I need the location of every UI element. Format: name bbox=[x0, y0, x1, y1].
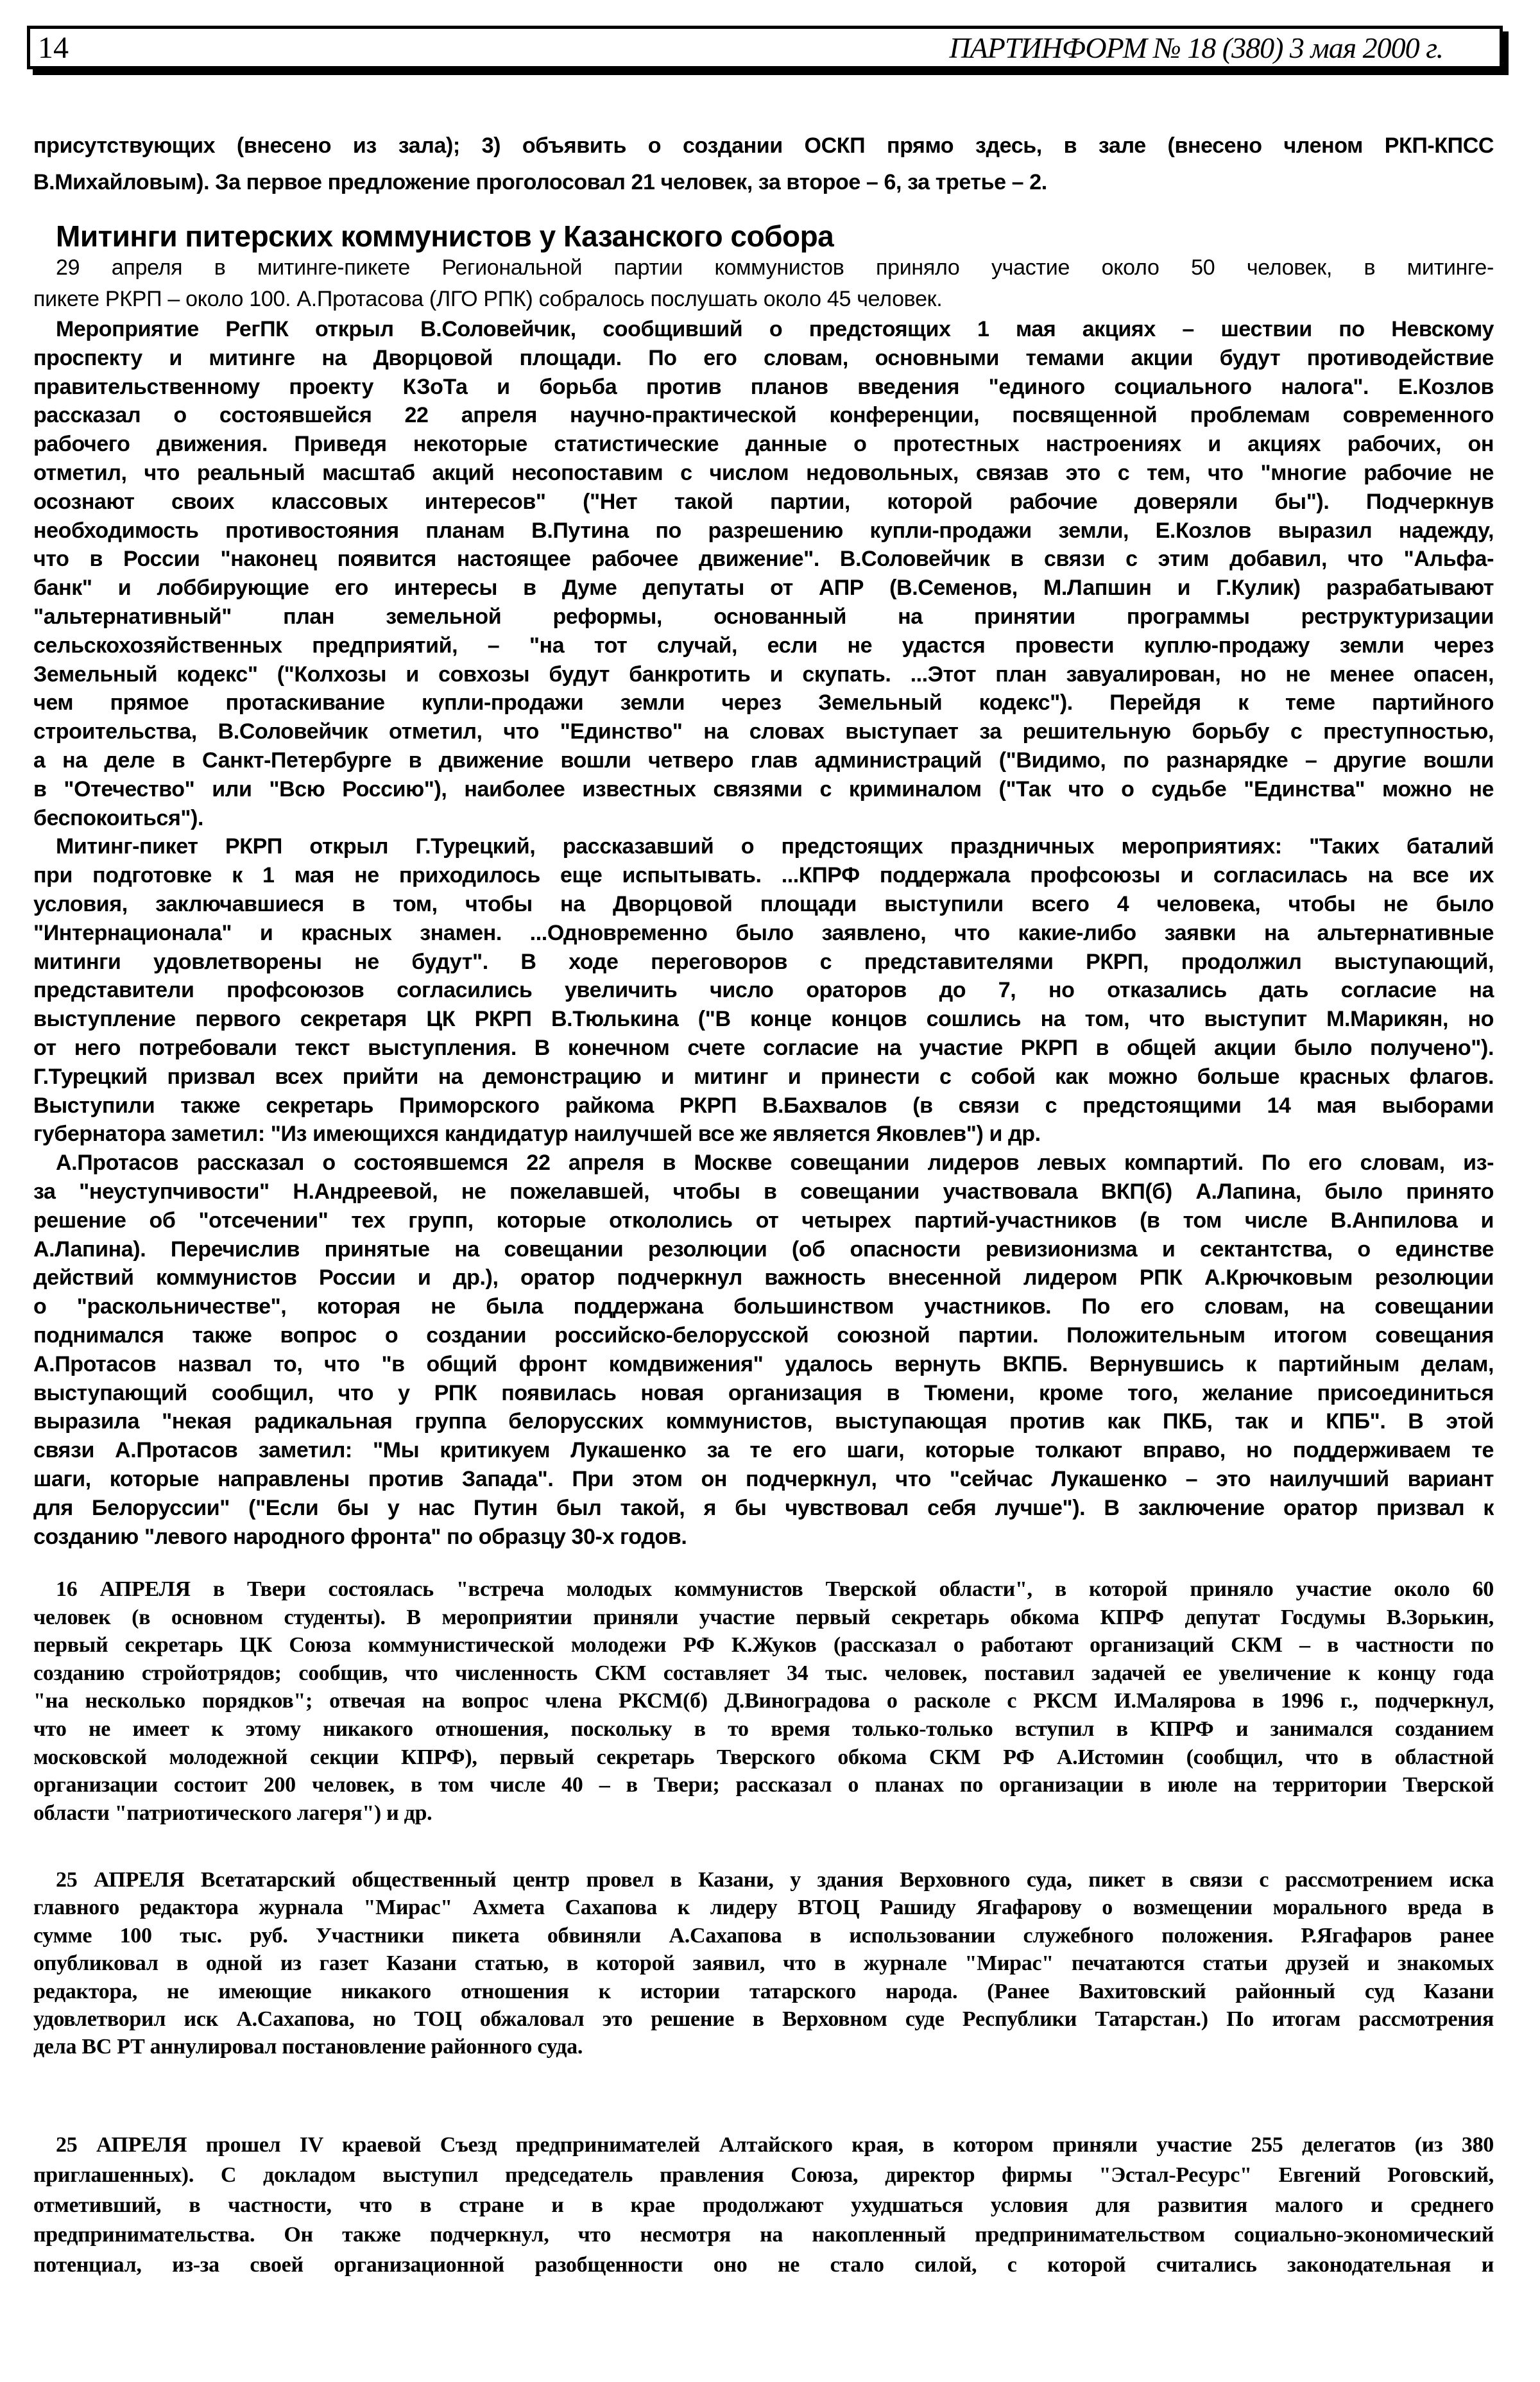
text-line: чем прямое протаскивание купли-продажи земли через Земельный кодекс"). Перейдя к теме партийного bbox=[33, 690, 1494, 715]
text-line: сельскохозяйственных предприятий, – "на тот случай, если не удастся провести куплю-продажу земли через bbox=[33, 633, 1494, 658]
text-line: А.Протасов рассказал о состоявшемся 22 апреля в Москве совещании лидеров левых компартий. По его словам, из- bbox=[56, 1151, 1494, 1176]
text-line: 25 АПРЕЛЯ прошел IV краевой Съезд предпринимателей Алтайского края, в котором приняли участие 255 делегатов (из 380 bbox=[56, 2133, 1494, 2157]
text-line: "на несколько порядков"; отвечая на вопрос члена РКСМ(б) Д.Виноградова о расколе с РКСМ И.Малярова в 1996 г., подчеркнул, bbox=[33, 1689, 1494, 1713]
text-line: от него потребовали текст выступления. В конечном счете согласие на участие РКРП в общей акции было получено"). bbox=[33, 1036, 1494, 1060]
text-line: за "неуступчивости" Н.Андреевой, не пожелавшей, чтобы в совещании участвовала ВКП(б) А.Лапина, было принято bbox=[33, 1179, 1494, 1204]
text-line: осознают своих классовых интересов" ("Нет такой партии, которой рабочие доверяли бы"). Подчеркнув bbox=[33, 489, 1494, 514]
text-line: строительства, В.Соловейчик отметил, что "Единство" на словах выступает за решительную борьбу с преступностью, bbox=[33, 719, 1494, 744]
text-line: присутствующих (внесено из зала); 3) объявить о создании ОСКП прямо здесь, в зале (внесено членом РКП-КПСС bbox=[33, 133, 1494, 158]
text-line: отметил, что реальный масштаб акций несопоставим с числом недовольных, связав это с тем, что "многие рабочие не bbox=[33, 461, 1494, 485]
text-line: проспекту и митинге на Дворцовой площади. По его словам, основными темами акции будут противодействие bbox=[33, 345, 1494, 370]
page-number: 14 bbox=[38, 31, 69, 65]
text-line: действий коммунистов России и др.), оратор подчеркнул важность внесенной лидером РПК А.Крючковым резолюции bbox=[33, 1265, 1494, 1290]
page-header bbox=[27, 26, 1503, 69]
text-line: приглашенных). С докладом выступил председатель правления Союза, директор фирмы "Эстал-Ресурс" Евгений Роговский, bbox=[33, 2163, 1494, 2187]
text-line: 16 АПРЕЛЯ в Твери состоялась "встреча молодых коммунистов Тверской области", в которой приняло участие около 60 bbox=[56, 1577, 1494, 1601]
text-line: области "патриотического лагеря") и др. bbox=[33, 1801, 432, 1825]
text-line: сумме 100 тыс. руб. Участники пикета обвиняли А.Сахапова в использовании служебного положения. Р.Ягафаров ранее bbox=[33, 1923, 1494, 1948]
text-line: поднимался также вопрос о создании российско-белорусской союзной партии. Положительным итогом совещания bbox=[33, 1323, 1494, 1348]
text-line: А.Лапина). Перечислив принятые на совещании резолюции (об опасности ревизионизма и сектантства, о единстве bbox=[33, 1237, 1494, 1262]
article-title: Митинги питерских коммунистов у Казанского собора bbox=[56, 219, 834, 253]
text-line: решение об "отсечении" тех групп, которые откололись от четырех партий-участников (в том числе В.Анпилова и bbox=[33, 1208, 1494, 1233]
text-line: Митинг-пикет РКРП открыл Г.Турецкий, рассказавший о предстоящих праздничных мероприятиях: "Таких баталий bbox=[56, 834, 1494, 859]
text-line: московской молодежной секции КПРФ), первый секретарь Тверского обкома СКМ РФ А.Истомин (сообщил, что в областной bbox=[33, 1745, 1494, 1769]
text-line: 29 апреля в митинге-пикете Региональной партии коммунистов приняло участие около 50 человек, в митинге- bbox=[56, 255, 1494, 280]
text-line: удовлетворил иск А.Сахапова, но ТОЦ обжаловал это решение в Верховном суде Республики Татарстан.) По итогам рассмотрения bbox=[33, 2007, 1494, 2031]
text-line: "Интернационала" и красных знамен. ...Одновременно было заявлено, что какие-либо заявки на альтернативные bbox=[33, 920, 1494, 945]
text-line: "альтернативный" план земельной реформы, основанный на принятии программы реструктуризации bbox=[33, 604, 1494, 629]
text-line: редактора, не имеющие никакого отношения к истории татарского народа. (Ранее Вахитовский районный суд Казани bbox=[33, 1979, 1494, 2003]
text-line: первый секретарь ЦК Союза коммунистической молодежи РФ К.Жуков (рассказал о работают организаций СКМ – в частности по bbox=[33, 1633, 1494, 1658]
text-line: а на деле в Санкт-Петербурге в движение вошли четверо глав администраций ("Видимо, по разнарядке – другие вошли bbox=[33, 748, 1494, 773]
text-line: опубликовал в одной из газет Казани статью, в которой заявил, что в журнале "Мирас" печатаются статьи друзей и знакомых bbox=[33, 1951, 1494, 1976]
text-line: 25 АПРЕЛЯ Всетатарский общественный центр провел в Казани, у здания Верховного суда, пикет в связи с рассмотрением иска bbox=[56, 1868, 1494, 1892]
text-line: выступление первого секретаря ЦК РКРП В.Тюлькина ("В конце концов сошлись на том, что выступит М.Марикян, но bbox=[33, 1007, 1494, 1032]
text-line: в "Отечество" или "Всю Россию"), наиболее известных связями с криминалом ("Так что о судьбе "Единства" можно не bbox=[33, 776, 1494, 801]
text-line: банк" и лоббирующие его интересы в Думе депутаты от АПР (В.Семенов, М.Лапшин и Г.Кулик) разрабатывают bbox=[33, 576, 1494, 601]
text-line: Выступили также секретарь Приморского райкома РКРП В.Бахвалов (в связи с предстоящими 14 мая выборами bbox=[33, 1093, 1494, 1118]
text-line: что не имеет к этому никакого отношения, поскольку в то время только-только вступил в КПРФ и занимался созданием bbox=[33, 1717, 1494, 1741]
text-line: главного редактора журнала "Мирас" Ахмета Сахапова к лидеру ВТОЦ Рашиду Ягафарову о возмещении морального вреда в bbox=[33, 1896, 1494, 1920]
text-line: митинги удовлетворены не будут". В ходе переговоров с представителями РКРП, продолжил выступающий, bbox=[33, 949, 1494, 974]
text-line: созданию стройотрядов; сообщив, что численность СКМ составляет 34 тыс. человек, поставил задачей ее увеличение к концу года bbox=[33, 1661, 1494, 1685]
text-line: Земельный кодекс" ("Колхозы и совхозы будут банкротить и скупать. ...Этот план завуалирован, но не менее опасен, bbox=[33, 662, 1494, 687]
text-line: рассказал о состоявшейся 22 апреля научно-практической конференции, посвященной проблемам современного bbox=[33, 403, 1494, 428]
text-line: человек (в основном студенты). В мероприятии приняли участие первый секретарь обкома КПРФ депутат Госдумы В.Зорькин, bbox=[33, 1605, 1494, 1629]
text-line: А.Протасов назвал то, что "в общий фронт комдвижения" удалось вернуть ВКПБ. Вернувшись к партийным делам, bbox=[33, 1351, 1494, 1376]
text-line: отметивший, в частности, что в стране и в крае продолжают ухудшаться условия для развития малого и среднего bbox=[33, 2193, 1494, 2217]
text-line: необходимость противостояния планам В.Путина по разрешению купли-продажи земли, Е.Козлов выразил надежду, bbox=[33, 518, 1494, 543]
text-line: организации состоит 200 человек, в том числе 40 – в Твери; рассказал о планах по организации в июле на территории Тверской bbox=[33, 1773, 1494, 1797]
text-line: о "раскольничестве", которая не была поддержана большинством участников. По его словам, на совещании bbox=[33, 1294, 1494, 1319]
text-line: шаги, которые направлены против Запада". При этом он подчеркнул, что "сейчас Лукашенко – это наилучший вариант bbox=[33, 1467, 1494, 1491]
text-line: Мероприятие РегПК открыл В.Соловейчик, сообщивший о предстоящих 1 мая акциях – шествии по Невскому bbox=[56, 317, 1494, 341]
text-line: выразила "некая радикальная группа белорусских коммунистов, выступающая против как ПКБ, так и КПБ". В этой bbox=[33, 1409, 1494, 1434]
text-line: предпринимательства. Он также подчеркнул, что несмотря на накопленный предпринимательством социально-экономический bbox=[33, 2223, 1494, 2247]
text-line: выступающий сообщил, что у РПК появилась новая организация в Тюмени, кроме того, желание присоединиться bbox=[33, 1380, 1494, 1405]
text-line: Г.Турецкий призвал всех прийти на демонстрацию и митинг и принести с собой как можно больше красных флагов. bbox=[33, 1064, 1494, 1089]
text-line: В.Михайловым). За первое предложение проголосовал 21 человек, за второе – 6, за третье – 2. bbox=[33, 170, 1047, 194]
text-line: условия, заключавшиеся в том, чтобы на Дворцовой площади выступили всего 4 человека, чтобы не было bbox=[33, 892, 1494, 916]
text-line: беспокоиться"). bbox=[33, 805, 204, 830]
publication-title: ПАРТИНФОРМ № 18 (380) 3 мая 2000 г. bbox=[949, 31, 1443, 64]
text-line: рабочего движения. Приведя некоторые статистические данные о протестных настроениях и акциях рабочих, он bbox=[33, 432, 1494, 457]
text-line: созданию "левого народного фронта" по образцу 30-х годов. bbox=[33, 1524, 687, 1549]
text-line: дела ВС РТ аннулировал постановление районного суда. bbox=[33, 2035, 583, 2059]
text-line: при подготовке к 1 мая не приходилось еще испытывать. ...КПРФ поддержала профсоюзы и согласилась на все их bbox=[33, 863, 1494, 888]
text-line: губернатора заметил: "Из имеющихся кандидатур наилучшей все же является Яковлев") и др. bbox=[33, 1122, 1041, 1147]
text-line: для Белоруссии" ("Если бы у нас Путин был такой, я бы чувствовал себя лучше"). В заключение оратор призвал к bbox=[33, 1495, 1494, 1520]
text-line: что в России "наконец появится настоящее рабочее движение". В.Соловейчик в связи с этим добавил, что "Альфа- bbox=[33, 547, 1494, 572]
text-line: пикете РКРП – около 100. А.Протасова (ЛГО РПК) собралось послушать около 45 человек. bbox=[33, 287, 943, 311]
text-line: правительственному проекту КЗоТа и борьба против планов введения "единого социального налога". Е.Козлов bbox=[33, 374, 1494, 399]
text-line: потенциал, из-за своей организационной разобщенности оно не стало силой, с которой считались законодательная и bbox=[33, 2253, 1494, 2277]
text-line: связи А.Протасов заметил: "Мы критикуем Лукашенко за те его шаги, которые толкают вправо, но поддерживаем те bbox=[33, 1438, 1494, 1463]
text-line: представители профсоюзов согласились увеличить число ораторов до 7, но отказались дать согласие на bbox=[33, 978, 1494, 1003]
